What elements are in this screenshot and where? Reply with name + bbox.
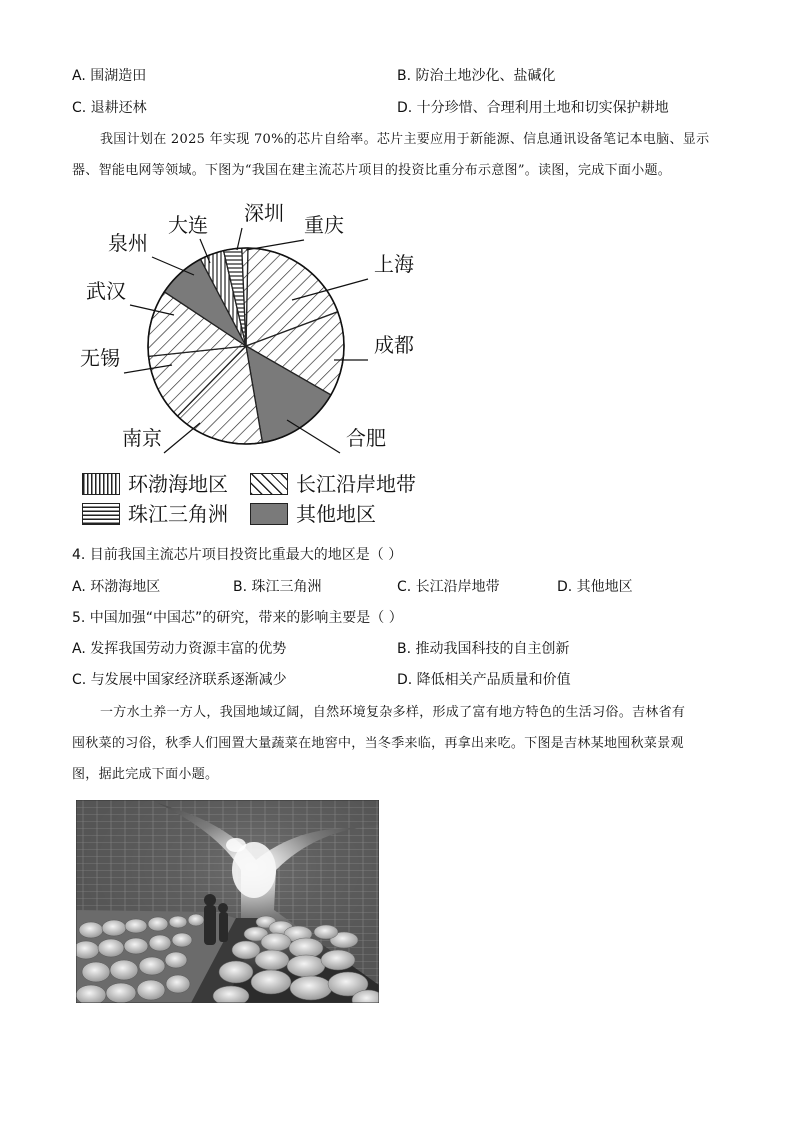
legend-item-bohai (82, 472, 228, 496)
q3-option-c[interactable]: C. 退耕还林 (72, 100, 147, 116)
legend-label: 其他地区 (296, 502, 376, 526)
q3-option-b[interactable]: B. 防治土地沙化、盐碱化 (397, 68, 556, 84)
q5-option-d[interactable]: D. 降低相关产品质量和价值 (397, 672, 571, 688)
slice-label-8: 深圳 (244, 201, 284, 225)
slice-label-5: 武汉 (86, 279, 126, 303)
q4-option-a[interactable]: A. 环渤海地区 (72, 579, 161, 595)
slice-label-7: 大连 (168, 213, 208, 237)
legend-item-pearl-delta (82, 502, 228, 526)
legend-swatch-vertical-icon (82, 473, 120, 495)
slice-label-4: 无锡 (80, 346, 120, 370)
q4-option-d[interactable]: D. 其他地区 (557, 579, 633, 595)
q5-option-b[interactable]: B. 推动我国科技的自主创新 (397, 641, 570, 657)
legend-swatch-diagonal-icon (250, 473, 288, 495)
q3-option-d[interactable]: D. 十分珍惜、合理利用土地和切实保护耕地 (397, 100, 669, 116)
legend-item-yangtze (250, 472, 416, 496)
slice-label-9: 重庆 (304, 213, 344, 237)
slice-label-3: 南京 (122, 426, 162, 450)
legend-item-other (250, 502, 376, 526)
legend-swatch-horizontal-icon (82, 503, 120, 525)
cellar-photo (76, 800, 379, 1003)
slice-label-6: 泉州 (108, 231, 148, 255)
slice-label-0: 上海 (374, 252, 414, 276)
legend-label: 长江沿岸地带 (296, 472, 416, 496)
legend-label: 环渤海地区 (128, 472, 228, 496)
cellar-intro-line2: 囤秋菜的习俗，秋季人们囤置大量蔬菜在地窖中，当冬季来临，再拿出来吃。下图是吉林某地囤秋菜景观 (72, 736, 684, 751)
q5-option-a[interactable]: A. 发挥我国劳动力资源丰富的优势 (72, 641, 287, 657)
legend-label: 珠江三角洲 (128, 502, 228, 526)
leader-line-3 (164, 423, 200, 453)
chart-legend (82, 472, 452, 530)
cellar-intro-line1: 一方水土养一方人，我国地域辽阔，自然环境复杂多样，形成了富有地方特色的生活习俗。吉林省有 (100, 705, 686, 720)
leader-line-6 (152, 257, 194, 275)
investment-pie-chart (72, 195, 442, 463)
chip-intro-line1: 我国计划在 2025 年实现 70%的芯片自给率。芯片主要应用于新能源、信息通讯设备笔记本电脑、显示 (100, 132, 710, 147)
q3-option-a[interactable]: A. 围湖造田 (72, 68, 147, 84)
cellar-intro-line3: 图，据此完成下面小题。 (72, 767, 219, 782)
slice-label-1: 成都 (374, 333, 414, 357)
leader-line-8 (237, 228, 242, 250)
q4-option-c[interactable]: C. 长江沿岸地带 (397, 579, 500, 595)
leader-line-2 (287, 420, 340, 453)
q4-stem: 4. 目前我国主流芯片项目投资比重最大的地区是（ ） (72, 547, 403, 563)
chip-intro-line2: 器、智能电网等领域。下图为“我国在建主流芯片项目的投资比重分布示意图”。读图，完成下面小题。 (72, 163, 672, 178)
q4-option-b[interactable]: B. 珠江三角洲 (233, 579, 322, 595)
q5-stem: 5. 中国加强“中国芯”的研究，带来的影响主要是（ ） (72, 610, 403, 626)
leader-line-9 (246, 240, 304, 250)
slice-label-2: 合肥 (346, 426, 386, 450)
legend-swatch-solid-icon (250, 503, 288, 525)
q5-option-c[interactable]: C. 与发展中国家经济联系逐渐减少 (72, 672, 287, 688)
